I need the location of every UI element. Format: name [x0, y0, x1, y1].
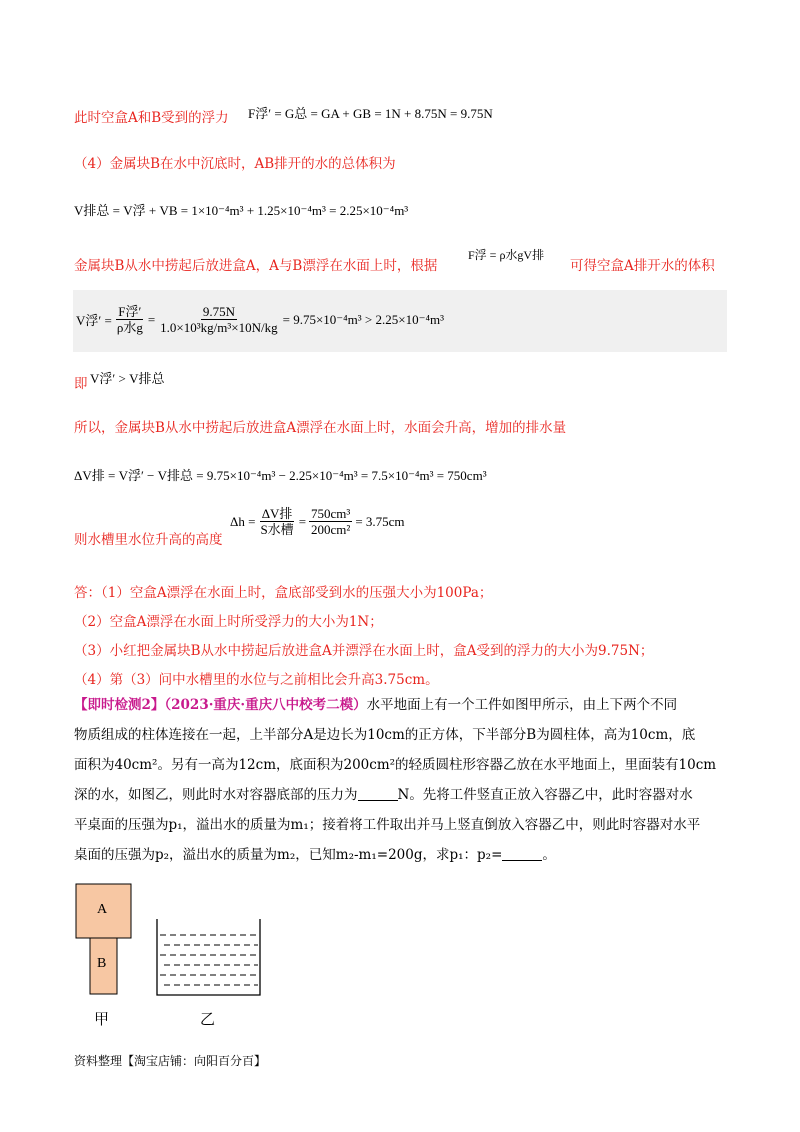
line-conclusion-text: 所以，金属块B从水中捞起后放进盒A漂浮在水面上时，水面会升高，增加的排水量: [74, 420, 567, 436]
eq-height-rhs: = 3.75cm: [355, 513, 405, 529]
fraction-values: [158, 304, 279, 335]
fraction-denominator: 200cm²: [311, 522, 351, 537]
line-total-volume-text: （4）金属块B在水中沉底时，AB排开的水的总体积为: [74, 156, 396, 172]
footer-source: 资料整理【淘宝店铺：向阳百分百】: [74, 1054, 267, 1068]
fraction-denominator: ρ水g: [116, 320, 143, 335]
line-buoyancy-text: 此时空盒A和B受到的浮力: [74, 110, 229, 126]
label-b: B: [97, 956, 107, 971]
problem-text: 水平地面上有一个工件如图甲所示，由上下两个不同: [366, 697, 678, 713]
fraction-values: [309, 506, 352, 537]
equals-sign: =: [147, 311, 156, 327]
fraction-denominator: 1.0×10³kg/m³×10N/kg: [160, 320, 278, 335]
eq-total-volume: V排总 = V浮 + VB = 1×10⁻⁴m³ + 1.25×10⁻⁴m³ = 2.25×10⁻⁴m³: [74, 203, 409, 218]
problem-line: [74, 690, 734, 720]
fraction-numerator: 750cm³: [311, 506, 351, 521]
problem-line: [74, 780, 734, 810]
fraction-numerator: ΔV排: [261, 506, 293, 521]
line-height-text: 则水槽里水位升高的高度: [74, 532, 223, 548]
eq-displaced-rhs: = 9.75×10⁻⁴m³ > 2.25×10⁻⁴m³: [282, 311, 444, 327]
eq-height-lhs: Δh =: [230, 513, 256, 529]
figure-container: [150, 915, 270, 1000]
problem-line: 物质组成的柱体连接在一起，上半部分A是边长为10cm的正方体，下半部分B为圆柱体，高为10cm，底: [74, 727, 696, 743]
eq-displaced-lhs: V浮′ =: [76, 313, 112, 328]
problem-line: 平桌面的压强为p₁，溢出水的质量为m₁；接着将工件取出并马上竖直倒放入容器乙中，则此时容器对水平: [74, 817, 701, 833]
problem-line: 面积为40cm²。另有一高为12cm，底面积为200cm²的轻质圆柱形容器乙放在水平地面上，里面装有10cm: [74, 757, 717, 773]
water-lines: [160, 935, 258, 985]
fraction-numerator: 9.75N: [202, 304, 235, 319]
label-a: A: [97, 902, 108, 917]
eq-archimedes: F浮 = ρ水gV排: [468, 248, 545, 262]
line-float-text-a: 金属块B从水中捞起后放进盒A，A与B漂浮在水面上时，根据: [74, 258, 438, 274]
line-float-text-b: 可得空盒A排开水的体积: [570, 258, 715, 274]
equals-sign: =: [298, 513, 307, 529]
eq-comparison: V浮′ > V排总: [90, 371, 165, 386]
fraction-force-over-density: [115, 304, 145, 335]
problem-text: N。先将工件竖直正放入容器乙中，此时容器对水: [397, 787, 693, 803]
problem-text: 桌面的压强为p₂，溢出水的质量为m₂，已知m₂-m₁=200g，求p₁：p₂=: [74, 847, 503, 863]
caption-yi: 乙: [200, 1010, 216, 1028]
caption-jia: 甲: [94, 1010, 110, 1028]
fraction-volume-over-area: [258, 506, 295, 537]
answer-line-3: （3）小红把金属块B从水中捞起后放进盒A并漂浮在水面上时，盒A受到的浮力的大小为9.75N；: [74, 643, 654, 659]
line-therefore-text: 即: [74, 376, 88, 392]
problem-line: [74, 840, 734, 870]
answer-blank-ratio[interactable]: [502, 846, 542, 861]
answer-line-1: 答：（1）空盒A漂浮在水面上时，盒底部受到水的压强大小为100Pa；: [74, 585, 493, 601]
eq-height-rise: [230, 506, 405, 537]
answer-line-2: （2）空盒A漂浮在水面上时所受浮力的大小为1N；: [74, 614, 383, 630]
answer-blank-force[interactable]: [358, 786, 398, 801]
eq-displaced-volume: [76, 304, 444, 335]
fraction-numerator: F浮′: [118, 304, 142, 319]
eq-delta-volume: ΔV排 = V浮′ − V排总 = 9.75×10⁻⁴m³ − 2.25×10⁻⁴m³ = 7.5×10⁻⁴m³ = 750cm³: [74, 468, 487, 483]
container-walls: [157, 919, 260, 995]
problem-text: 。: [542, 847, 556, 863]
problem-source-tag: 【即时检测2】（2023·重庆·重庆八中校考二模）: [74, 697, 367, 713]
eq-buoyancy-total: F浮′ = G总 = GA + GB = 1N + 8.75N = 9.75N: [248, 106, 493, 121]
answer-line-4: （4）第（3）问中水槽里的水位与之前相比会升高3.75cm。: [74, 672, 439, 688]
problem-paragraph: [74, 690, 734, 870]
problem-text: 深的水，如图乙，则此时水对容器底部的压力为: [74, 787, 358, 803]
figure-workpiece: [70, 880, 140, 1000]
fraction-denominator: S水槽: [260, 522, 294, 537]
